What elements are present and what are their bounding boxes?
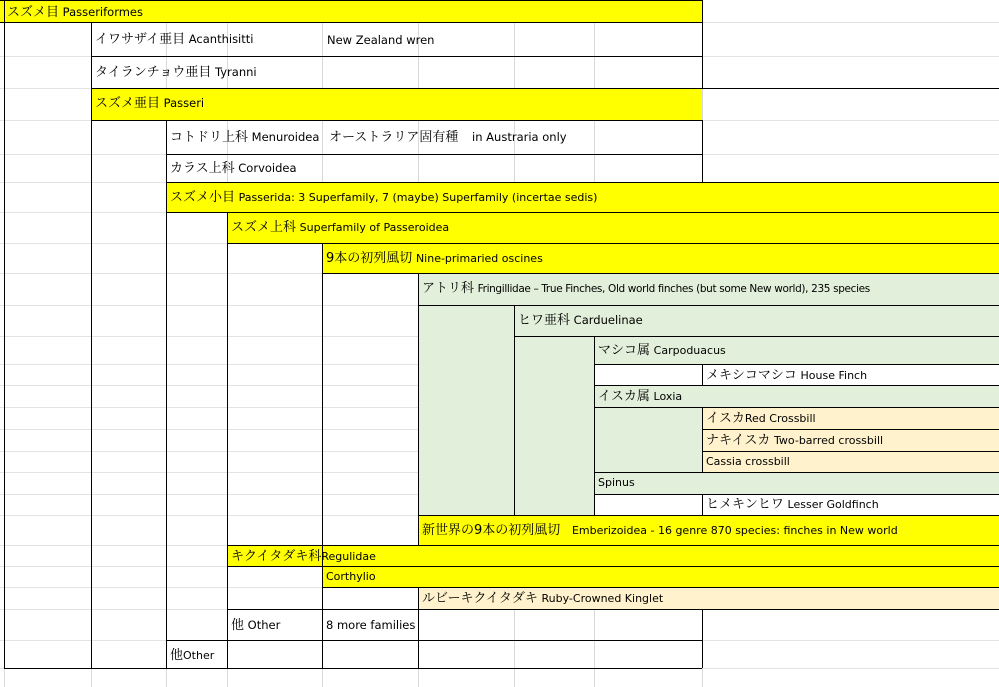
label-jp: メキシコマシコ <box>706 368 797 383</box>
cell-cassia[interactable]: Cassia crossbill <box>706 455 790 468</box>
label-jp: タイランチョウ亜目 <box>95 65 212 80</box>
label-jp: 9本の初列風切 <box>326 251 413 266</box>
cell-loxia[interactable] <box>598 389 682 404</box>
label-en: Fringillidae – True Finches, Old world finches (but some New world), 235 species <box>477 283 870 295</box>
cell-passeroidea[interactable] <box>231 220 449 235</box>
cell-house-finch[interactable] <box>706 368 867 383</box>
cell-passerida[interactable] <box>170 190 597 205</box>
cell-ruby-kinglet[interactable] <box>422 591 663 606</box>
cell-carpoduacus[interactable] <box>598 343 726 358</box>
label-en: Tyranni <box>215 65 257 79</box>
cell-passeri[interactable] <box>95 96 204 111</box>
label-jp: キクイタダキ科 <box>231 549 322 564</box>
label-jp: イスカ <box>706 411 745 426</box>
label-en: Emberizoidea - 16 genre 870 species: finches in New world <box>571 524 898 537</box>
label-en: Passerida: 3 Superfamily, 7 (maybe) Superfamily (incertae sedis) <box>238 191 598 204</box>
cell-acanthisitti-note[interactable]: New Zealand wren <box>327 33 435 47</box>
label-jp: ヒメキンヒワ <box>706 497 784 512</box>
cell-other-families[interactable] <box>231 618 280 633</box>
label-en: Red Crossbill <box>744 412 816 425</box>
label-en: Acanthisitti <box>188 32 254 46</box>
label-jp: マシコ属 <box>598 343 651 358</box>
cell-other-families-note[interactable]: 8 more families <box>326 618 416 632</box>
label-en: Passeri <box>163 96 205 110</box>
cell-other-passerida[interactable] <box>170 648 214 663</box>
label-jp: 新世界の9本の初列風切 <box>422 523 561 538</box>
label-en: Loxia <box>653 390 683 403</box>
label-jp: スズメ上科 <box>231 220 297 235</box>
label-jp: スズメ小目 <box>170 190 236 205</box>
label-jp: カラス上科 <box>170 161 235 176</box>
label-jp: ルビーキクイタダキ <box>422 591 538 606</box>
label-jp: 他 <box>231 618 245 633</box>
label-en: Ruby-Crowned Kinglet <box>541 592 664 605</box>
label-en: Two-barred crossbill <box>774 434 884 447</box>
cell-spinus[interactable]: Spinus <box>598 476 635 489</box>
cell-lesser-goldfinch[interactable] <box>706 497 879 512</box>
label-en: Carpoduacus <box>653 344 726 357</box>
label-jp: ヒワ亜科 <box>518 313 571 328</box>
label-en: Menuroidea <box>251 130 320 144</box>
label-en: Carduelinae <box>573 313 643 327</box>
label-en: House Finch <box>800 369 868 382</box>
note-jp: オーストラリア固有種 <box>329 130 459 145</box>
label-jp: イワサザイ亜目 <box>95 32 186 47</box>
label-en: Nine-primaried oscines <box>415 252 543 265</box>
label-jp: イスカ属 <box>598 389 650 404</box>
label-en: Corvoidea <box>238 161 297 175</box>
label-jp: ナキイスカ <box>706 433 771 448</box>
cell-acanthisitti[interactable] <box>95 32 253 47</box>
label-jp: 他 <box>170 648 184 663</box>
label-jp: スズメ亜目 <box>95 96 161 111</box>
cell-regulidae[interactable] <box>231 549 376 564</box>
label-en: Other <box>183 649 215 662</box>
cell-corthylio[interactable]: Corthylio <box>326 570 376 583</box>
cell-fringillidae[interactable] <box>422 281 870 296</box>
label-en: Passeriformes <box>62 5 143 19</box>
label-en: Lesser Goldfinch <box>787 498 879 511</box>
label-jp: スズメ目 <box>7 5 60 20</box>
cell-menuroidea[interactable] <box>170 130 567 145</box>
label-en: Superfamily of Passeroidea <box>299 221 450 234</box>
cell-corvoidea[interactable] <box>170 161 297 176</box>
cell-red-crossbill[interactable] <box>706 411 816 426</box>
note-en: in Austraria only <box>472 130 567 144</box>
cell-two-barred[interactable] <box>706 433 883 448</box>
cell-emberizoidea[interactable] <box>422 523 898 538</box>
label-jp: アトリ科 <box>422 281 475 296</box>
label-en: Regulidae <box>321 550 376 563</box>
cell-passeriformes[interactable] <box>7 5 143 20</box>
label-jp: コトドリ上科 <box>170 130 249 145</box>
cell-nine-primaried[interactable] <box>326 251 543 266</box>
cell-tyranni[interactable] <box>95 65 257 80</box>
cell-carduelinae[interactable] <box>518 313 643 328</box>
label-en: Other <box>247 618 281 632</box>
